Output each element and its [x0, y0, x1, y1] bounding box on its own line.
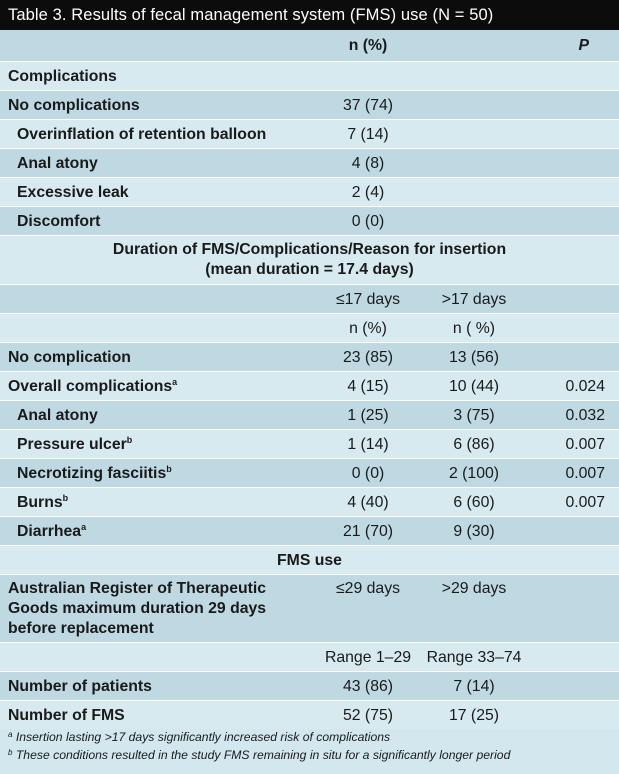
footnotes [8, 728, 510, 764]
duration-heading-line1: Duration of FMS/Complications/Reason for insertion [112, 241, 507, 258]
table-row [0, 487, 619, 516]
fms-register-label: Australian Register of Therapeutic Goods maximum duration 29 days before replacement [8, 580, 267, 637]
row-n1: 43 (86) [342, 678, 394, 695]
row-n1: 0 (0) [351, 465, 385, 482]
table-row [0, 400, 619, 429]
row-n2: 6 (60) [453, 494, 495, 511]
row-n1: 4 (40) [347, 494, 389, 511]
table-row [0, 177, 619, 206]
table-row [0, 371, 619, 400]
row-n: 37 (74) [342, 97, 394, 114]
table-row [0, 90, 619, 119]
complications-heading: Complications [8, 68, 117, 85]
header-p: P [578, 37, 589, 54]
table-title: Table 3. Results of fecal management system (FMS) use (N = 50) [0, 0, 619, 30]
row-n1: 4 (15) [347, 378, 389, 395]
footnote-a: $^a$ Insertion lasting >17 days significantly increased risk of complications [8, 730, 391, 744]
table-row [0, 700, 619, 729]
table-row [0, 148, 619, 177]
row-label: Anal atony [17, 155, 98, 172]
row-label: Number of patients [8, 678, 152, 695]
table-row [0, 119, 619, 148]
row-n2: 13 (56) [448, 349, 500, 366]
row-label: Diarrhea$^a$ [17, 522, 87, 540]
fms-range-row [0, 642, 619, 671]
row-n2: 3 (75) [453, 407, 495, 424]
row-n: 2 (4) [351, 184, 385, 201]
row-label: Excessive leak [17, 184, 129, 201]
duration-heading-row [0, 235, 619, 284]
fms-use-heading-row [0, 545, 619, 574]
fms-range1: Range 1–29 [324, 649, 412, 666]
row-n2: 6 (86) [453, 436, 495, 453]
row-p: 0.007 [565, 494, 605, 511]
row-n: 7 (14) [347, 126, 389, 143]
table-row [0, 342, 619, 371]
footnote-b: $^b$ These conditions resulted in the study FMS remaining in situ for a significantly longer period [8, 748, 511, 762]
row-n1: 21 (70) [342, 523, 394, 540]
row-p: 0.032 [565, 407, 605, 424]
row-n2: 9 (30) [453, 523, 495, 540]
header-row [0, 30, 619, 61]
table-row [0, 458, 619, 487]
fms-use-heading: FMS use [277, 552, 342, 569]
header-n-pct: n (%) [348, 37, 388, 54]
duration-subcols-row [0, 313, 619, 342]
duration-sub2: n ( %) [452, 320, 496, 337]
row-n2: 17 (25) [448, 707, 500, 724]
table-row [0, 516, 619, 545]
row-n2: 7 (14) [453, 678, 495, 695]
row-n1: 23 (85) [342, 349, 394, 366]
row-n: 4 (8) [351, 155, 385, 172]
duration-sub1: n (%) [349, 320, 387, 337]
row-n: 0 (0) [351, 213, 385, 230]
row-label: Number of FMS [8, 707, 125, 724]
row-n1: 52 (75) [342, 707, 394, 724]
duration-col1: ≤17 days [336, 291, 400, 308]
row-label: Burns$^b$ [17, 493, 69, 511]
table-row [0, 429, 619, 458]
row-label: No complication [8, 349, 131, 366]
duration-heading-line2: (mean duration = 17.4 days) [205, 261, 414, 278]
table-row [0, 206, 619, 235]
fms-range2: Range 33–74 [426, 649, 522, 666]
row-n2: 2 (100) [448, 465, 500, 482]
row-n2: 10 (44) [448, 378, 500, 395]
row-label: Anal atony [17, 407, 98, 424]
row-label: Necrotizing fasciitis$^b$ [17, 464, 172, 482]
row-p: 0.007 [565, 465, 605, 482]
duration-cols-row [0, 284, 619, 313]
table-row [0, 671, 619, 700]
complications-heading-row [0, 61, 619, 90]
duration-col2: >17 days [441, 291, 507, 308]
row-label: Overall complications$^a$ [8, 377, 178, 395]
row-label: Discomfort [17, 213, 101, 230]
row-p: 0.007 [565, 436, 605, 453]
row-label: Pressure ulcer$^b$ [17, 435, 133, 453]
fms-register-row [0, 574, 619, 642]
fms-col2: >29 days [441, 580, 507, 597]
row-label: No complications [8, 97, 140, 114]
row-n1: 1 (25) [347, 407, 389, 424]
fms-col1: ≤29 days [336, 580, 400, 597]
row-n1: 1 (14) [347, 436, 389, 453]
row-label: Overinflation of retention balloon [17, 126, 267, 143]
row-p: 0.024 [565, 378, 605, 395]
